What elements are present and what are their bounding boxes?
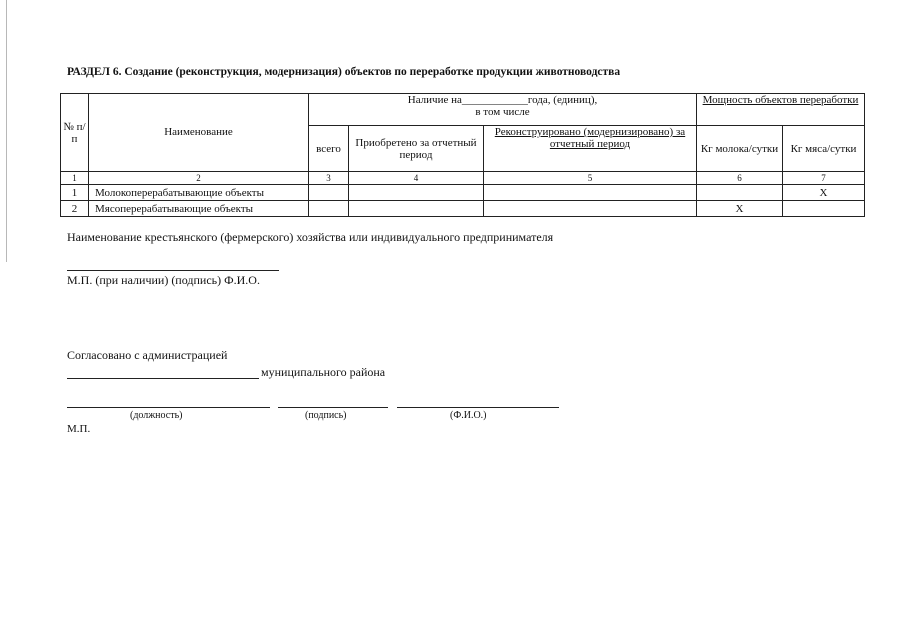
row-number: 2 [61, 201, 89, 217]
position-line[interactable] [67, 407, 270, 408]
cell-acquired[interactable] [349, 185, 484, 201]
stamp-signature-caption: М.П. (при наличии) (подпись) Ф.И.О. [67, 273, 260, 287]
header-meat: Кг мяса/сутки [783, 126, 865, 172]
column-number: 6 [697, 172, 783, 185]
cell-total[interactable] [309, 201, 349, 217]
header-capacity: Мощность объектов переработки [697, 94, 865, 126]
header-availability: Наличие на____________года, (единиц), в том числе [309, 94, 697, 126]
header-total: всего [309, 126, 349, 172]
table-row [61, 185, 865, 201]
cell-meat[interactable] [783, 201, 865, 217]
farm-name-label: Наименование крестьянского (фермерского) хозяйства или индивидуального предпринимателя [67, 230, 554, 244]
column-number: 1 [61, 172, 89, 185]
agreed-label: Согласовано с администрацией [67, 348, 228, 362]
column-number: 3 [309, 172, 349, 185]
column-number: 4 [349, 172, 484, 185]
position-caption: (должность) [130, 410, 183, 421]
row-number: 1 [61, 185, 89, 201]
full-name-caption: (Ф.И.О.) [450, 410, 487, 421]
signature-line[interactable] [278, 407, 388, 408]
objects-table [60, 93, 865, 217]
stamp-label: М.П. [67, 423, 91, 435]
table-row [61, 201, 865, 217]
column-number: 5 [484, 172, 697, 185]
cell-acquired[interactable] [349, 201, 484, 217]
header-number: № п/п [61, 94, 89, 172]
cell-meat[interactable]: Х [783, 185, 865, 201]
cell-reconstructed[interactable] [484, 185, 697, 201]
full-name-line[interactable] [397, 407, 559, 408]
header-milk: Кг молока/сутки [697, 126, 783, 172]
cell-reconstructed[interactable] [484, 201, 697, 217]
district-label: муниципального района [261, 365, 386, 379]
header-acquired: Приобретено за отчетный период [349, 126, 484, 172]
farm-signature-line[interactable] [67, 270, 279, 271]
header-name: Наименование [89, 94, 309, 172]
header-reconstructed: Реконструировано (модернизировано) за отчетный период [484, 126, 697, 172]
signature-caption: (подпись) [305, 410, 347, 421]
cell-total[interactable] [309, 185, 349, 201]
column-number: 2 [89, 172, 309, 185]
administration-line[interactable] [67, 378, 259, 379]
row-name: Молокоперерабатывающие объекты [89, 185, 309, 201]
section-title: РАЗДЕЛ 6. Создание (реконструкция, модернизация) объектов по переработке продукции животноводства [67, 66, 621, 78]
cell-milk[interactable]: Х [697, 201, 783, 217]
column-number: 7 [783, 172, 865, 185]
page-margin-rule [6, 0, 7, 262]
column-number-row [61, 172, 865, 185]
row-name: Мясоперерабатывающие объекты [89, 201, 309, 217]
cell-milk[interactable] [697, 185, 783, 201]
